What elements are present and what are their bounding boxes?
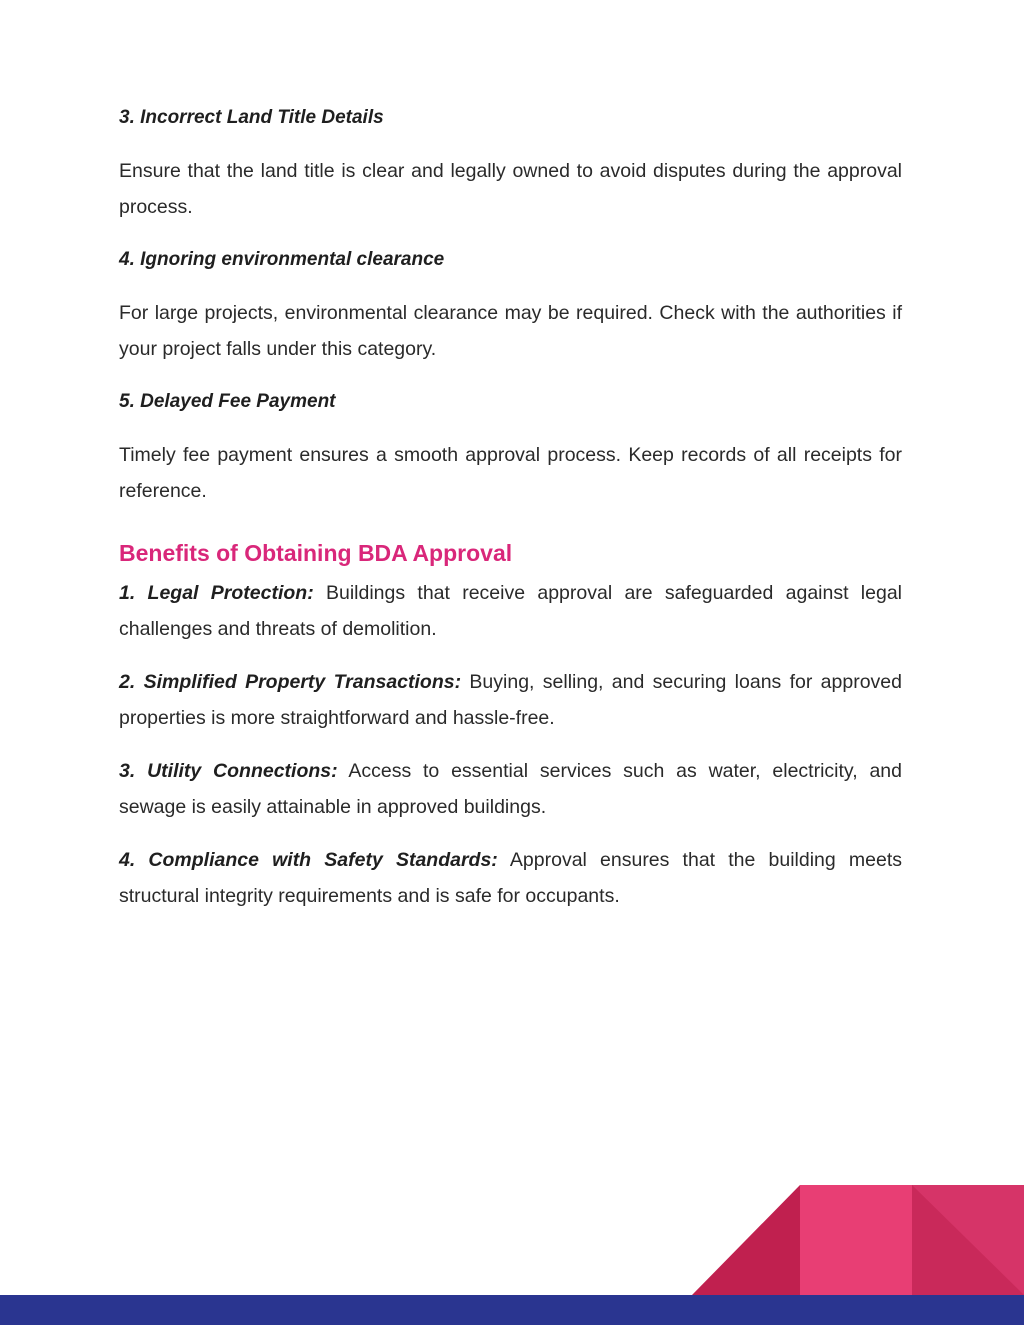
document-body — [119, 100, 902, 931]
mistake-text-5: Timely fee payment ensures a smooth approval process. Keep records of all receipts for reference. — [119, 444, 902, 502]
benefit-lead: 1. Legal Protection: — [119, 582, 314, 604]
benefit-text: Buying, selling, and securing loans for approved properties is more straightforward and hassle-free. — [119, 671, 902, 729]
mistake-heading-4: 4. Ignoring environmental clearance — [119, 249, 445, 270]
benefit-item — [119, 753, 902, 825]
benefit-lead: 2. Simplified Property Transactions: — [119, 671, 462, 693]
benefit-lead: 4. Compliance with Safety Standards: — [119, 849, 498, 871]
decor-square-middle — [800, 1185, 912, 1295]
mistake-text-4: For large projects, environmental clearance may be required. Check with the authorities if your project falls under this category. — [119, 302, 902, 360]
benefits-section-title: Benefits of Obtaining BDA Approval — [119, 540, 513, 566]
benefit-item — [119, 664, 902, 736]
mistake-text-3: Ensure that the land title is clear and legally owned to avoid disputes during the approval process. — [119, 160, 902, 218]
mistake-heading-3: 3. Incorrect Land Title Details — [119, 107, 384, 128]
benefit-item — [119, 842, 902, 914]
benefit-item — [119, 575, 902, 647]
footer-decoration — [0, 1185, 1024, 1325]
benefit-lead: 3. Utility Connections: — [119, 760, 338, 782]
footer-bar — [0, 1295, 1024, 1325]
benefit-text: Access to essential services such as water, electricity, and sewage is easily attainable in approved buildings. — [119, 760, 902, 818]
mistake-heading-5: 5. Delayed Fee Payment — [119, 391, 336, 412]
benefit-text: Buildings that receive approval are safeguarded against legal challenges and threats of demolition. — [119, 582, 902, 640]
benefit-text: Approval ensures that the building meets structural integrity requirements and is safe for occupants. — [119, 849, 902, 907]
decor-triangle-left — [692, 1185, 800, 1295]
